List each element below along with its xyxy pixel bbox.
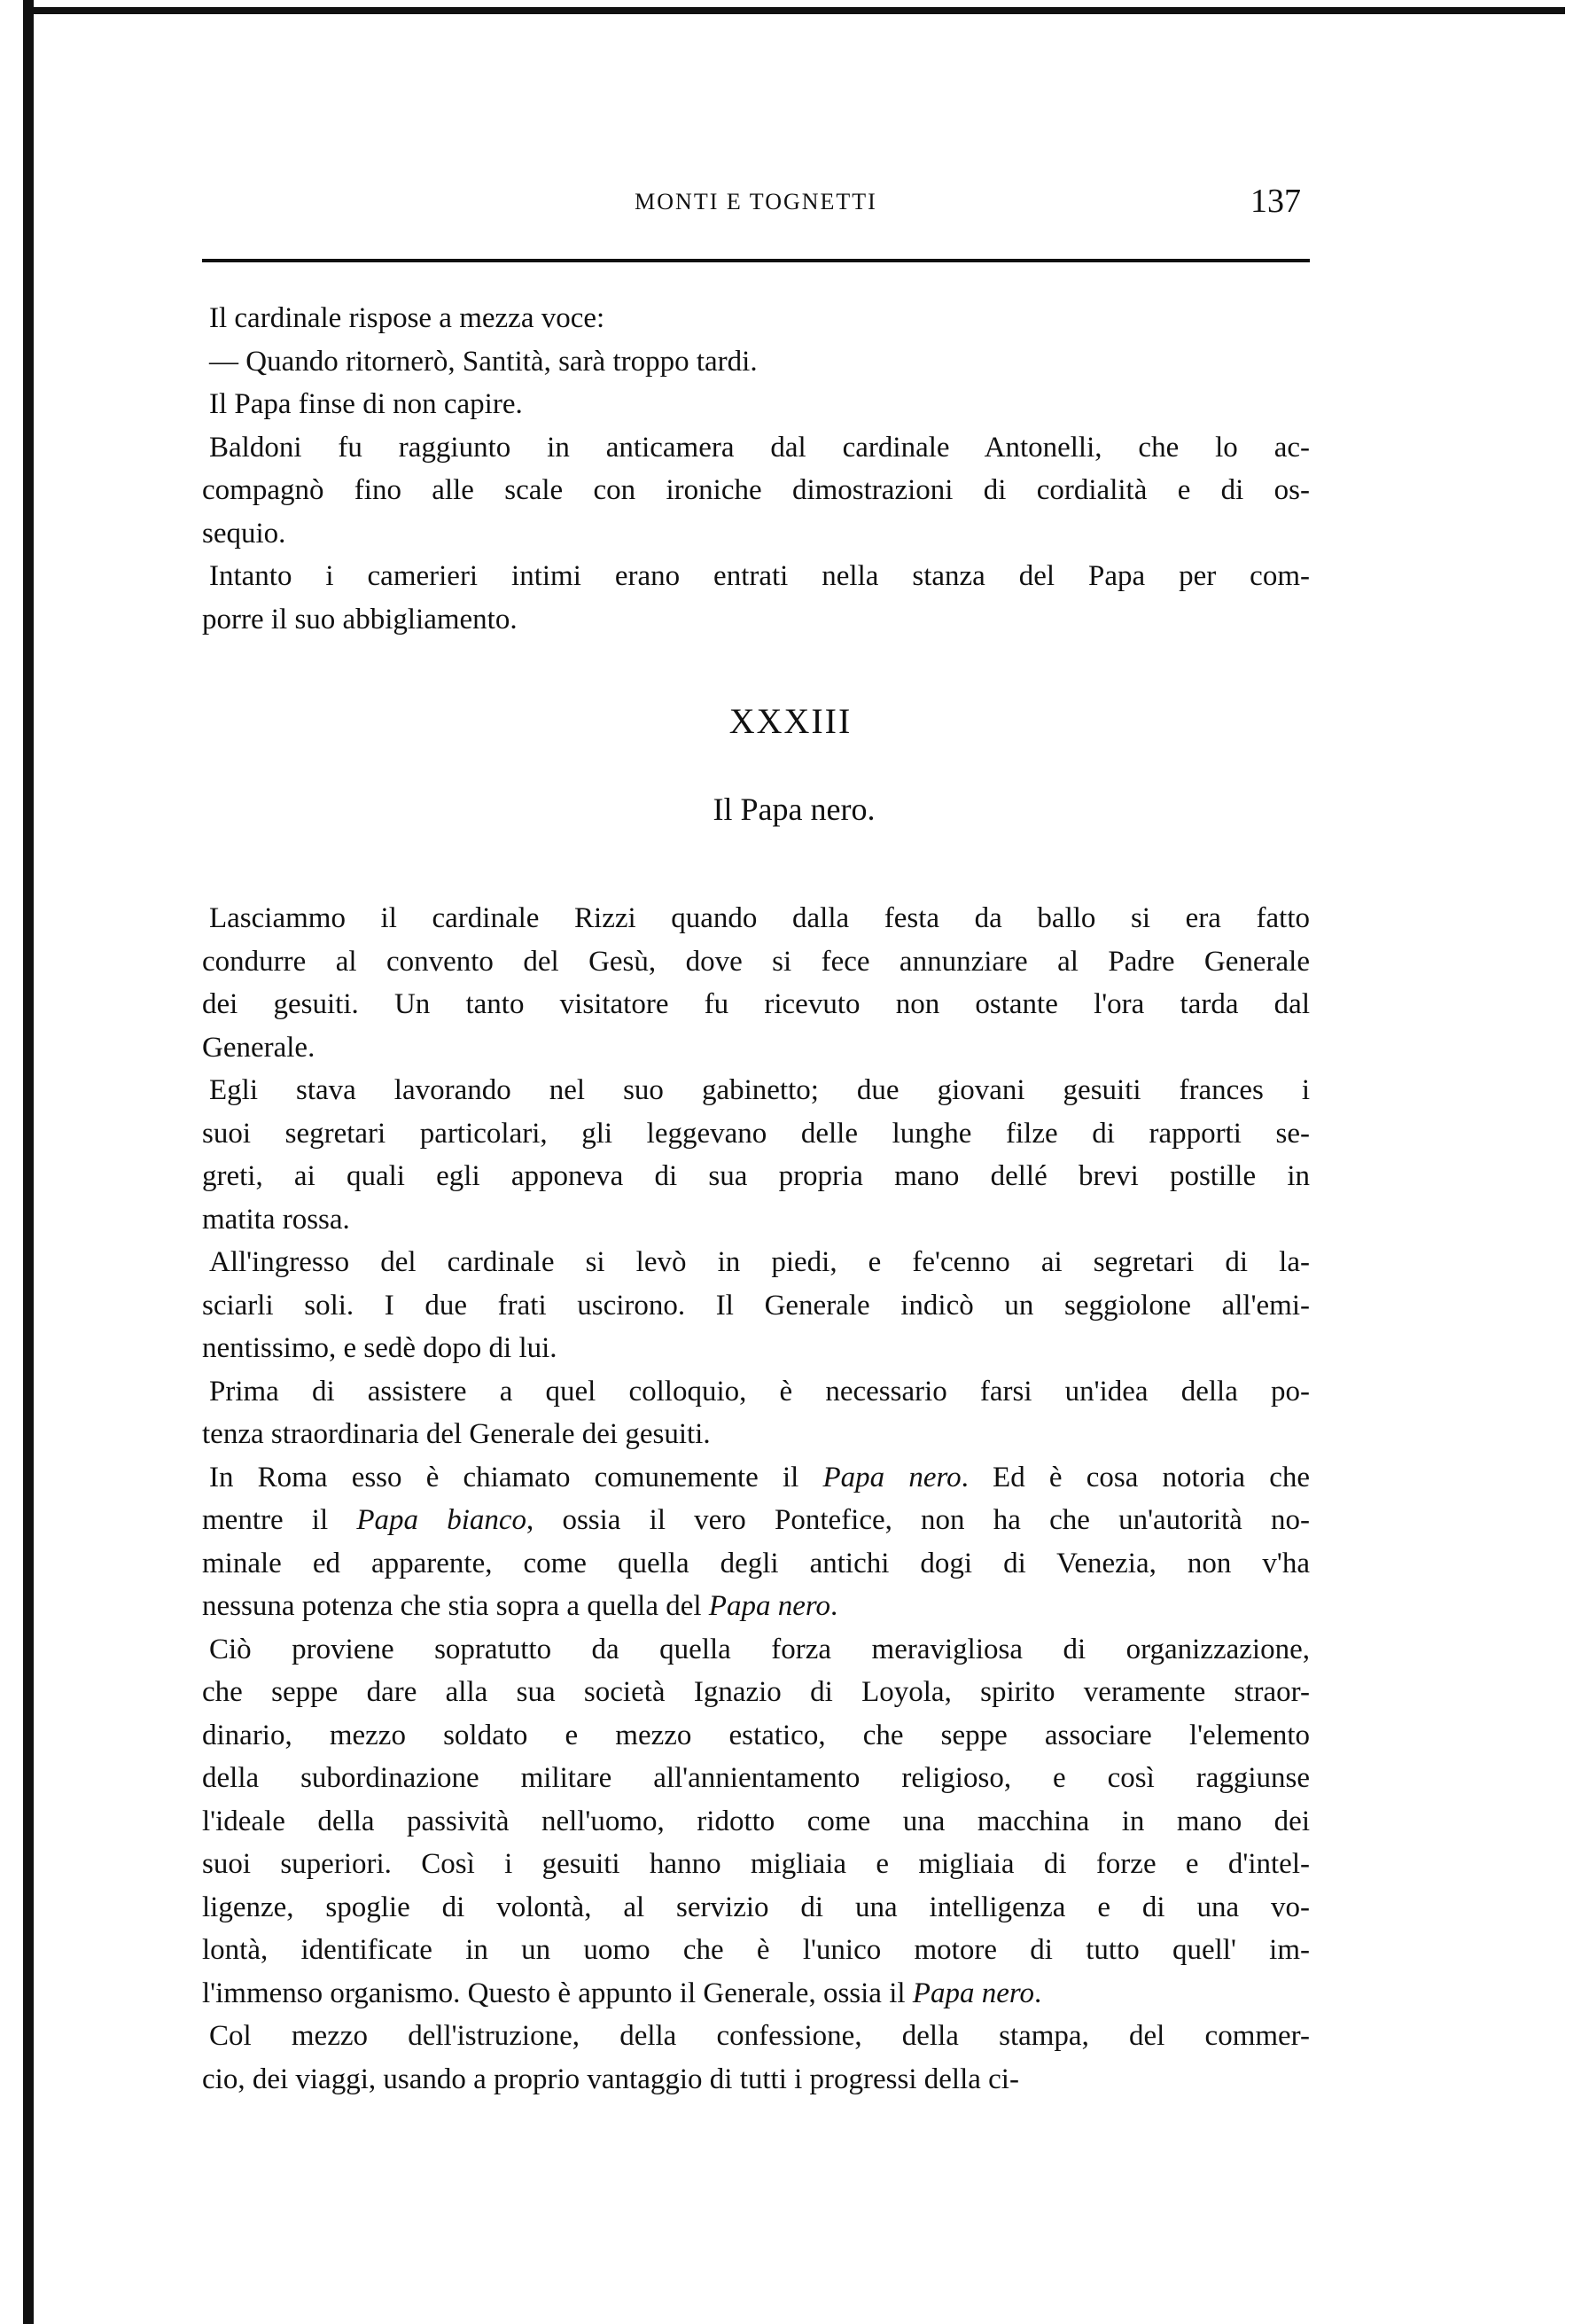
- text-segment: Egli stava lavorando nel suo gabinetto; due giovani gesuiti frances i: [209, 1074, 1310, 1106]
- text-line: [202, 469, 1310, 512]
- text-segment: minale ed apparente, come quella degli antichi dogi di Venezia, non v'ha: [202, 1547, 1310, 1579]
- chapter-number: XXXIII: [728, 701, 853, 741]
- text-segment: della subordinazione militare all'annientamento religioso, e così raggiunse: [202, 1762, 1310, 1794]
- text-line: [202, 1456, 1310, 1500]
- text-line: [202, 1284, 1310, 1328]
- text-segment: .: [829, 1590, 838, 1622]
- text-segment: Prima di assistere a quel colloquio, è necessario farsi un'idea della po-: [209, 1375, 1310, 1408]
- text-line: [202, 1026, 1310, 1070]
- text-segment: l'ideale della passività nell'uomo, ridotto come una macchina in mano dei: [202, 1805, 1310, 1837]
- text-line: [202, 897, 1310, 940]
- text-line: [202, 297, 1310, 340]
- text-segment: In Roma esso è chiamato comunemente il: [209, 1461, 823, 1493]
- text-line: [202, 1370, 1310, 1414]
- text-segment: Baldoni fu raggiunto in anticamera dal cardinale Antonelli, che lo ac-: [209, 431, 1310, 464]
- text-segment: nentissimo, e sedè dopo di lui.: [202, 1332, 557, 1364]
- scan-edge-top: [23, 7, 1565, 14]
- text-line: [202, 1628, 1310, 1672]
- text-segment: cio, dei viaggi, usando a proprio vantaggio di tutti i progressi della ci-: [202, 2063, 1019, 2095]
- text-line: [202, 1112, 1310, 1156]
- text-line: [202, 426, 1310, 470]
- text-segment: — Quando ritornerò, Santità, sarà troppo tardi.: [209, 345, 758, 378]
- italic-text: Papa nero: [822, 1461, 962, 1493]
- header-rule: [202, 259, 1310, 262]
- text-segment: . Ed è cosa notoria che: [961, 1461, 1310, 1493]
- italic-text: Papa bianco: [356, 1504, 527, 1536]
- text-segment: dinario, mezzo soldato e mezzo estatico, che seppe associare l'elemento: [202, 1719, 1310, 1751]
- text-segment: che seppe dare alla sua società Ignazio di Loyola, spirito veramente straor-: [202, 1676, 1310, 1708]
- text-line: [202, 2015, 1310, 2058]
- text-line: [202, 598, 1310, 642]
- text-line: [202, 555, 1310, 598]
- text-segment: , ossia il vero Pontefice, non ha che un'autorità no-: [526, 1504, 1310, 1536]
- text-segment: matita rossa.: [202, 1203, 350, 1236]
- chapter-title-text: Il Papa nero.: [713, 792, 876, 827]
- text-segment: mentre il: [202, 1504, 357, 1536]
- text-line: [202, 1843, 1310, 1886]
- scan-edge-left: [23, 0, 34, 2324]
- text-segment: Il Papa finse di non capire.: [209, 388, 523, 420]
- text-line: [202, 1757, 1310, 1800]
- text-segment: .: [1033, 1977, 1042, 2009]
- text-segment: ligenze, spoglie di volontà, al servizio di una intelligenza e di una vo-: [202, 1891, 1310, 1923]
- text-segment: sequio.: [202, 517, 286, 550]
- text-line: [202, 1714, 1310, 1758]
- text-segment: Col mezzo dell'istruzione, della confessione, della stampa, del commer-: [209, 2020, 1310, 2052]
- text-line: [202, 1585, 1310, 1628]
- text-segment: Generale.: [202, 1031, 315, 1064]
- text-segment: Il cardinale rispose a mezza voce:: [209, 302, 605, 334]
- italic-text: Papa nero: [708, 1590, 830, 1622]
- text-line: [202, 340, 1310, 384]
- text-segment: compagnò fino alle scale con ironiche dimostrazioni di cordialità e di os-: [202, 474, 1310, 506]
- text-segment: suoi segretari particolari, gli leggevano delle lunghe filze di rapporti se-: [202, 1117, 1310, 1150]
- text-line: [202, 1542, 1310, 1586]
- text-line: [202, 983, 1310, 1026]
- text-line: [202, 2058, 1310, 2102]
- text-segment: lontà, identificate in un uomo che è l'unico motore di tutto quell' im-: [202, 1934, 1310, 1966]
- text-segment: Intanto i camerieri intimi erano entrati nella stanza del Papa per com-: [209, 560, 1310, 592]
- text-segment: suoi superiori. Così i gesuiti hanno migliaia e migliaia di forze e d'intel-: [202, 1848, 1310, 1880]
- text-line: [202, 1241, 1310, 1284]
- running-head: [202, 182, 1310, 226]
- text-segment: dei gesuiti. Un tanto visitatore fu ricevuto non ostante l'ora tarda dal: [202, 988, 1310, 1020]
- text-line: [202, 940, 1310, 984]
- text-line: [202, 1929, 1310, 1972]
- text-segment: sciarli soli. I due frati uscirono. Il Generale indicò un seggiolone all'emi-: [202, 1289, 1310, 1322]
- text-line: [202, 1069, 1310, 1112]
- running-title: MONTI E TOGNETTI: [635, 189, 877, 214]
- text-block-chapter-body: [202, 897, 1310, 2101]
- chapter-title: [0, 791, 1581, 828]
- text-segment: Ciò proviene sopratutto da quella forza meravigliosa di organizzazione,: [209, 1633, 1310, 1665]
- text-line: [202, 1886, 1310, 1930]
- text-line: [202, 512, 1310, 556]
- text-line: [202, 1155, 1310, 1198]
- text-segment: l'immenso organismo. Questo è appunto il Generale, ossia il: [202, 1977, 913, 2009]
- text-segment: greti, ai quali egli apponeva di sua propria mano dellé brevi postille in: [202, 1160, 1310, 1192]
- text-segment: tenza straordinaria del Generale dei gesuiti.: [202, 1418, 711, 1450]
- page-number: 137: [1250, 183, 1301, 220]
- text-segment: nessuna potenza che stia sopra a quella del: [202, 1590, 709, 1622]
- text-line: [202, 1198, 1310, 1242]
- italic-text: Papa nero: [912, 1977, 1034, 2009]
- text-line: [202, 1671, 1310, 1714]
- text-line: [202, 1499, 1310, 1542]
- text-line: [202, 383, 1310, 426]
- text-segment: All'ingresso del cardinale si levò in piedi, e fe'cenno ai segretari di la-: [209, 1246, 1310, 1278]
- text-block-before-chapter: [202, 297, 1310, 641]
- text-line: [202, 1327, 1310, 1370]
- text-segment: porre il suo abbigliamento.: [202, 603, 518, 636]
- text-line: [202, 1413, 1310, 1456]
- text-line: [202, 1800, 1310, 1844]
- text-segment: condurre al convento del Gesù, dove si fece annunziare al Padre Generale: [202, 945, 1310, 978]
- text-line: [202, 1972, 1310, 2016]
- text-segment: Lasciammo il cardinale Rizzi quando dalla festa da ballo si era fatto: [209, 902, 1310, 934]
